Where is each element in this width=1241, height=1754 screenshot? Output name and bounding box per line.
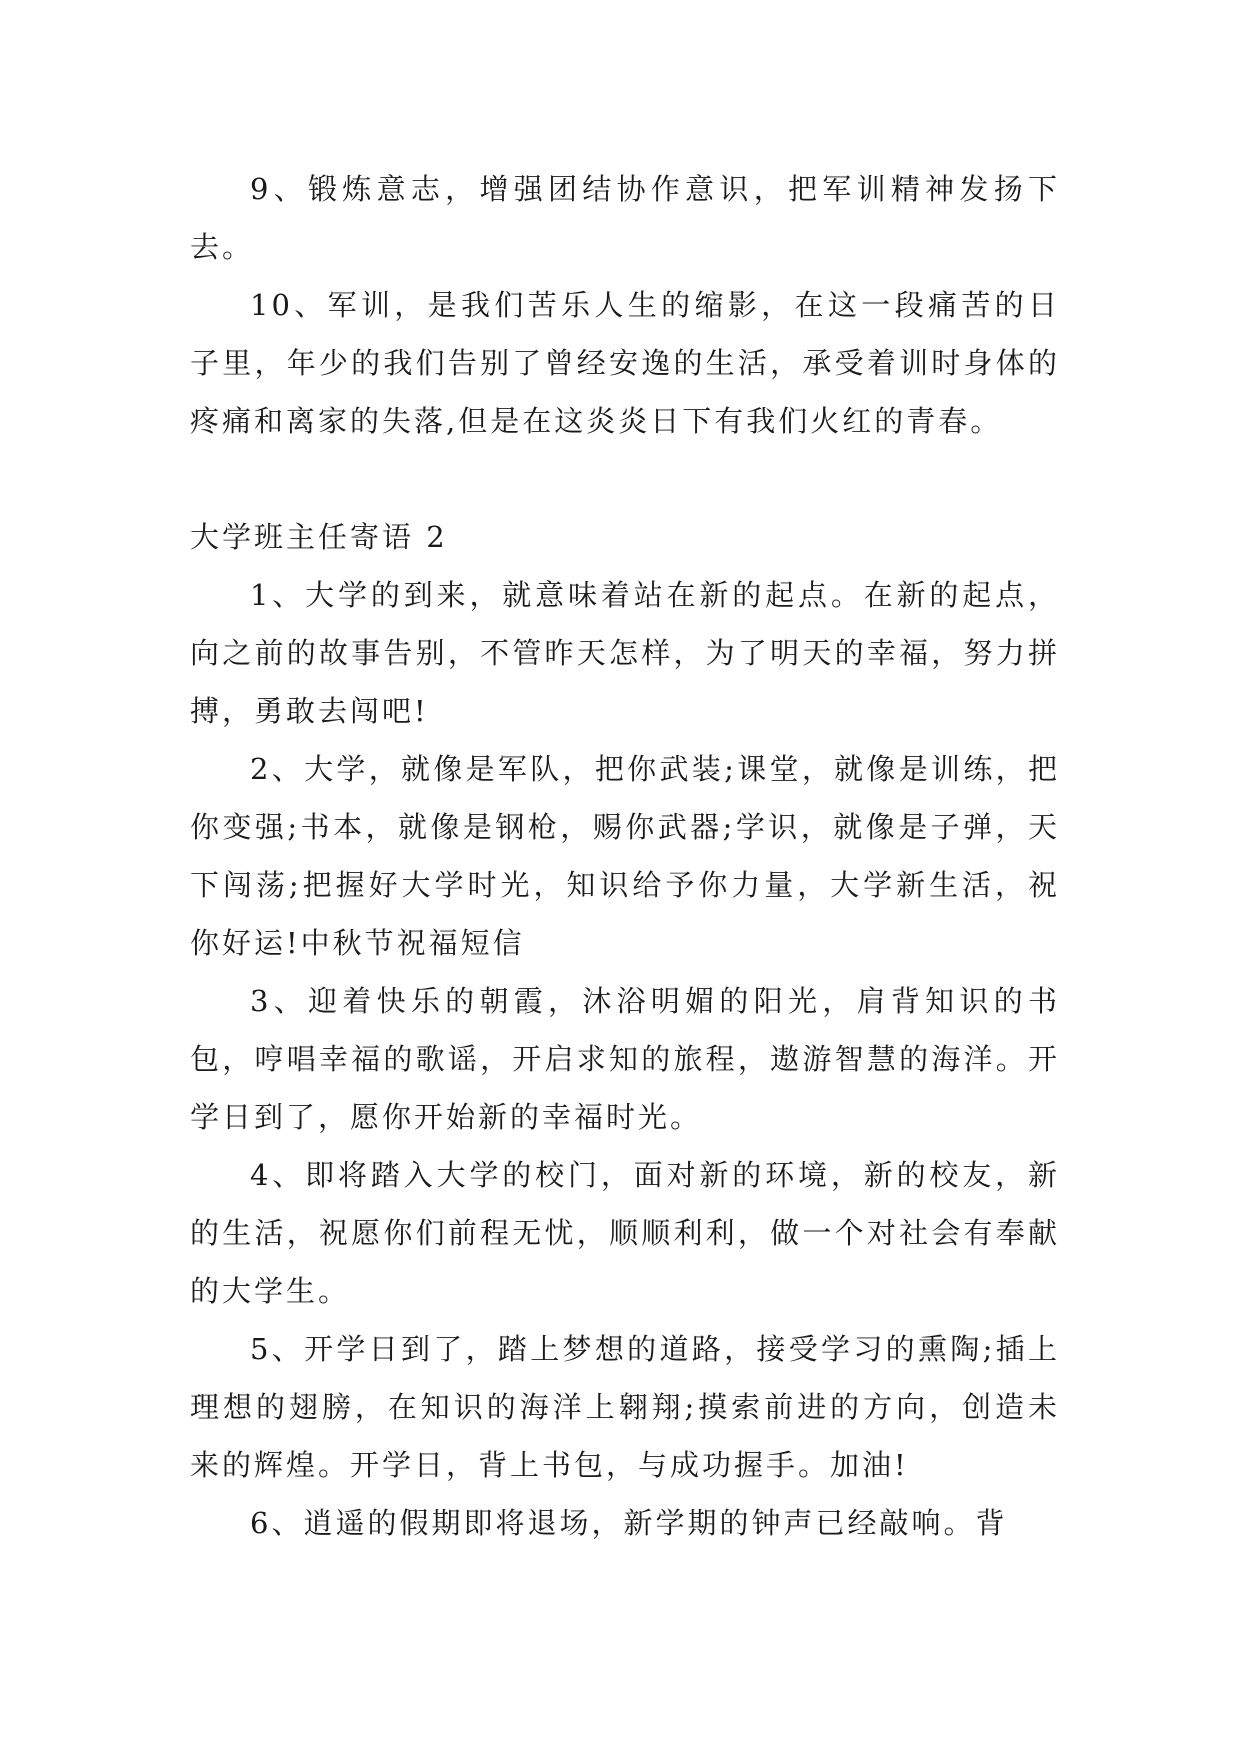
- paragraph-item-10: 10、军训，是我们苦乐人生的缩影，在这一段痛苦的日子里，年少的我们告别了曾经安逸的生活，承受着训时身体的疼痛和离家的失落,但是在这炎炎日下有我们火红的青春。: [190, 288, 1060, 438]
- document-body: [190, 160, 1060, 1552]
- paragraph-item-5: 5、开学日到了，踏上梦想的道路，接受学习的熏陶;插上理想的翅膀，在知识的海洋上翱翔;摸索前进的方向，创造未来的辉煌。开学日，背上书包，与成功握手。加油!: [190, 1332, 1060, 1482]
- paragraph-item-1: 1、大学的到来，就意味着站在新的起点。在新的起点，向之前的故事告别，不管昨天怎样，为了明天的幸福，努力拼搏，勇敢去闯吧!: [190, 578, 1060, 728]
- paragraph-item-2: 2、大学，就像是军队，把你武装;课堂，就像是训练，把你变强;书本，就像是钢枪，赐你武器;学识，就像是子弹，天下闯荡;把握好大学时光，知识给予你力量，大学新生活，祝你好运!中秋节祝福短信: [190, 752, 1060, 960]
- section-heading: 大学班主任寄语 2: [190, 520, 448, 554]
- paragraph-item-9: 9、锻炼意志，增强团结协作意识，把军训精神发扬下去。: [190, 172, 1060, 264]
- paragraph-item-3: 3、迎着快乐的朝霞，沐浴明媚的阳光，肩背知识的书包，哼唱幸福的歌谣，开启求知的旅程，遨游智慧的海洋。开学日到了，愿你开始新的幸福时光。: [190, 984, 1060, 1134]
- paragraph-item-4: 4、即将踏入大学的校门，面对新的环境，新的校友，新的生活，祝愿你们前程无忧，顺顺利利，做一个对社会有奉献的大学生。: [190, 1158, 1060, 1308]
- paragraph-item-6: 6、逍遥的假期即将退场，新学期的钟声已经敲响。背: [250, 1506, 1008, 1540]
